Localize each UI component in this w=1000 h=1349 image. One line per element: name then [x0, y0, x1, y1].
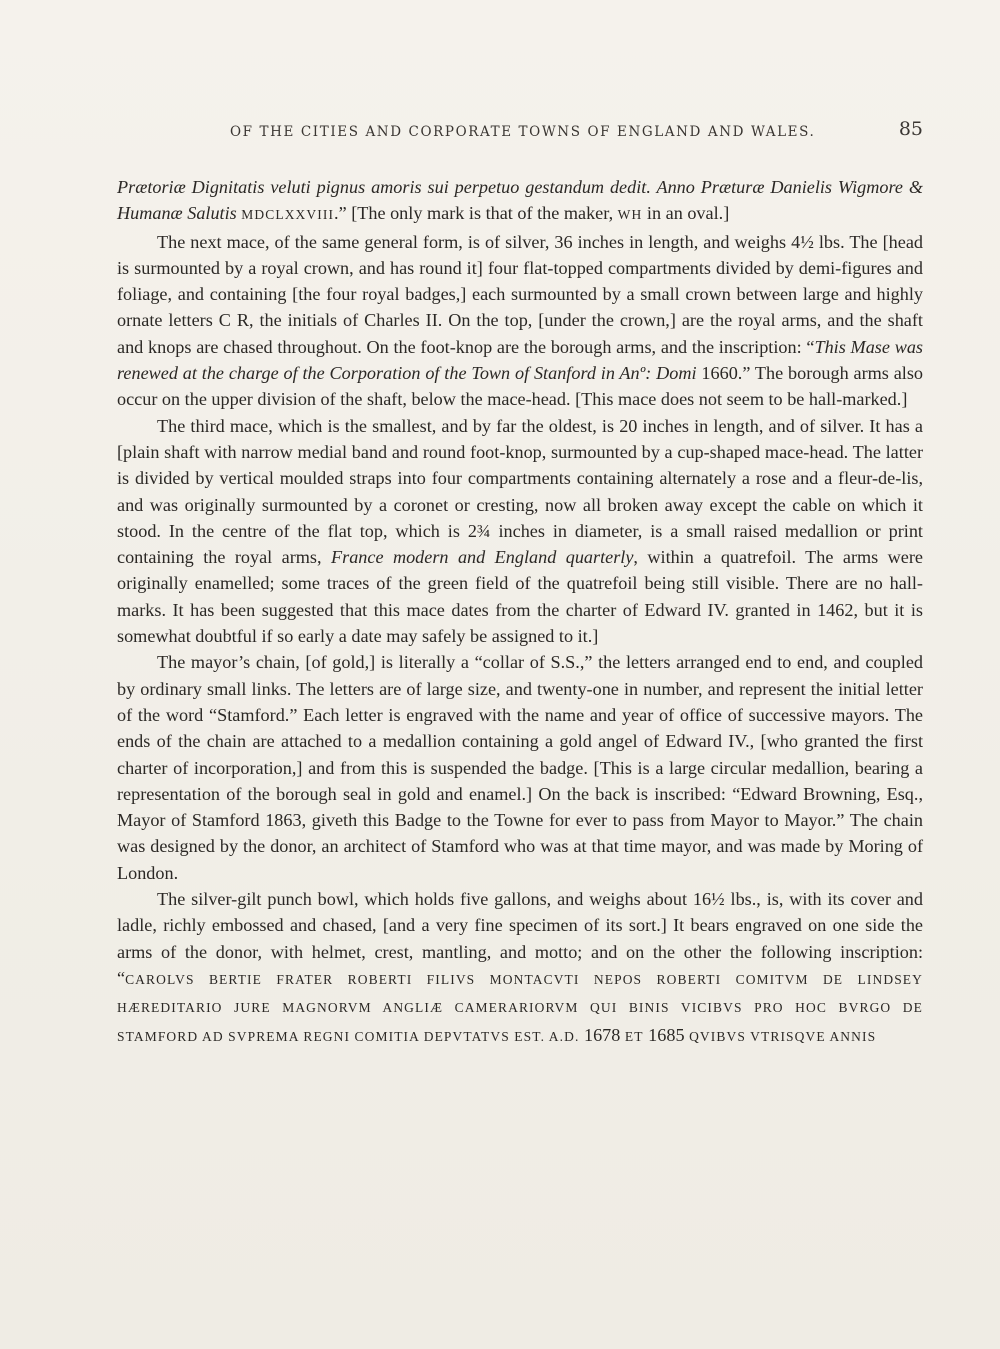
body-text: [117, 174, 923, 1050]
page-number: 85: [898, 118, 923, 140]
text-segment: The mayor’s chain, [of gold,] is literally a “collar of S.S.,” the letters arranged end to end, and coupled by ordinary small links. The letters are of large size, and twenty-one in number, and represent the initial letter of the word “Stamford.” Each letter is engraved with the name and year of office of successive mayors. The ends of the chain are attached to a medallion containing a gold angel of Edward IV., [who granted the first charter of incorporation,] and from this is suspended the badge. [This is a large circular medallion, bearing a representation of the borough seal in gold and enamel.] On the back is inscribed: “Edward Browning, Esq., Mayor of Stamford 1863, giveth this Badge to the Towne for ever to pass from Mayor to Mayor.” The chain was designed by the donor, an architect of Stamford who was at that time mayor, and was made by Moring of London.: [117, 652, 923, 883]
text-segment: , within a quatrefoil. The arms were originally enamelled; some traces of the green field of the quatrefoil being still visible. There are no hall-marks. It has been suggested that this mace dates from the charter of Edward IV. granted in 1462, but it is somewhat doubtful if so early a date may safely be assigned to it.]: [117, 547, 924, 647]
text-segment: 1678: [579, 1024, 625, 1045]
running-head: [117, 118, 925, 148]
text-segment: WH: [617, 207, 643, 223]
paragraph: [117, 174, 923, 229]
text-segment: .” [The only mark is that of the maker,: [334, 203, 618, 224]
text-segment: QVIBVS VTRISQVE ANNIS: [689, 1028, 877, 1044]
text-segment: 1685: [643, 1024, 690, 1045]
text-segment: The silver-gilt punch bowl, which holds five gallons, and weighs about 16½ lbs., is, with its cover and ladle, richly embossed and chased, [and a very fine specimen of its sort.] It bears engraved on one side the arms of the donor, with helmet, crest, mantling, and motto; and on the other the following inscription: “: [117, 889, 923, 988]
text-segment: 1660.” The borough arms also occur on the upper division of the shaft, below the mace-head. [This mace does not seem to be hall-marked.]: [117, 363, 923, 410]
paragraph: [117, 229, 923, 413]
text-segment: MDCLXXVIII: [241, 207, 335, 223]
text-segment: The next mace, of the same general form, is of silver, 36 inches in length, and weighs 4½ lbs. The [head is surmounted by a royal crown, and has round it] four flat-topped compartments divided by demi-figures and foliage, and containing [the four royal badges,] each surmounted by a small crown between large and highly ornate letters C R, the initials of Charles II. On the top, [under the crown,] are the royal arms, and the shaft and knops are chased throughout. On the foot-knop are the borough arms, and the inscription: “: [117, 231, 923, 357]
text-segment: in an oval.]: [642, 203, 730, 224]
paragraph: [117, 649, 923, 886]
text-segment: Prætoriæ Dignitatis veluti pignus amoris sui perpetuo gestandum dedit. Anno Præturæ Danielis Wigmore & Humanæ Salutis: [117, 177, 923, 224]
text-segment: This Mase was renewed at the charge of the Corporation of the Town of Stanford in Anº: Domi: [117, 336, 923, 384]
text-segment: CAROLVS BERTIE FRATER ROBERTI FILIVS MONTACVTI NEPOS ROBERTI COMITVM DE LINDSEY HÆREDITARIO JURE MAGNORVM ANGLIÆ CAMERARIORVM QUI BINIS VICIBVS PRO HOC BVRGO DE STAMFORD AD SVPREMA REGNI COMITIA DEPVTATVS EST. A.D.: [117, 971, 923, 1044]
paragraph: [117, 886, 923, 1050]
paragraph: [117, 413, 923, 650]
text-segment: The third mace, which is the smallest, and by far the oldest, is 20 inches in length, and of silver. It has a [plain shaft with narrow medial band and round foot-knop, surmounted by a cup-shaped mace-head. The latter is divided by vertical moulded straps into four compartments containing alternately a rose and a fleur-de-lis, and was originally surmounted by a coronet or cresting, now all broken away except the cable on which it stood. In the centre of the flat top, which is 2¾ inches in diameter, is a small raised medallion or print containing the royal arms,: [117, 415, 923, 568]
text-segment: ET: [624, 1028, 644, 1044]
text-segment: France modern and England quarterly: [331, 547, 634, 568]
running-title: OF THE CITIES AND CORPORATE TOWNS OF ENGLAND AND WALES.: [230, 124, 816, 140]
